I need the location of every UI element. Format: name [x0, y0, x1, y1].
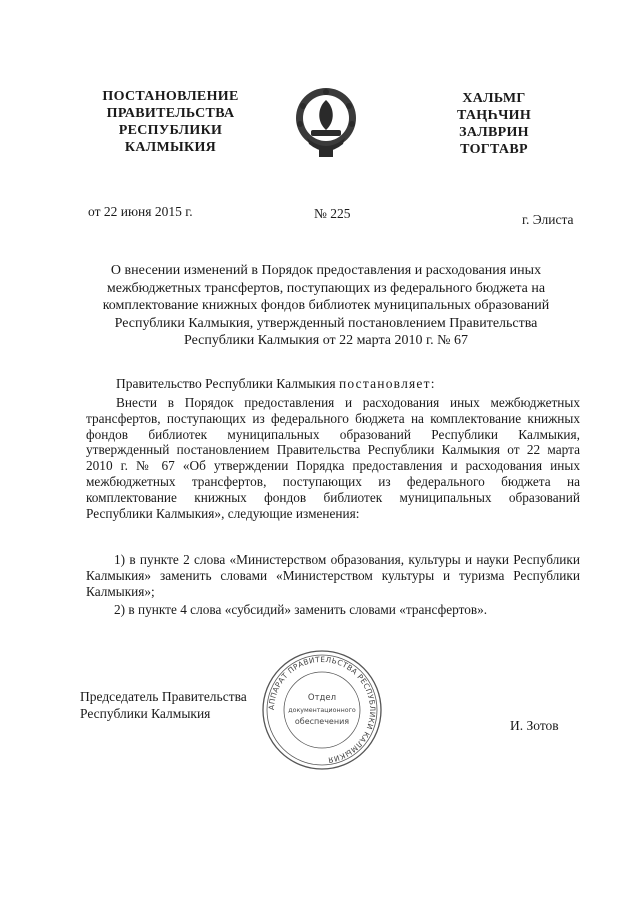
stamp-ring-text: АППАРАТ ПРАВИТЕЛЬСТВА РЕСПУБЛИКИ КАЛМЫКИЯ	[266, 654, 378, 765]
header-left-line: ПРАВИТЕЛЬСТВА	[106, 106, 235, 121]
stamp-inner-line-2: документационного	[288, 707, 356, 714]
intro-verb: постановляет:	[338, 376, 436, 391]
body-item-1: 1) в пункте 2 слова «Министерством образования, культуры и науки Республики Калмыкия» заменить словами «Министерством культуры и туризма Республики Калмыкия»;	[86, 552, 580, 599]
stamp-inner-line-3: обеспечения	[294, 717, 350, 726]
emblem-drawing	[289, 78, 363, 162]
header-right-line: ЗАЛВРИН	[459, 125, 529, 140]
document-number: № 225	[314, 206, 351, 221]
kalmykia-coat-of-arms-icon	[289, 78, 363, 162]
title-line: межбюджетных трансфертов, поступающих из федерального бюджета на	[106, 280, 546, 296]
document-title	[76, 262, 576, 350]
stamp-inner-line-1: Отдел	[307, 693, 337, 703]
signatory-name: И. Зотов	[510, 718, 559, 733]
stamp-drawing	[260, 648, 384, 772]
body-item-2: 2) в пункте 4 слова «субсидий» заменить словами «трансфертов».	[114, 602, 488, 617]
signatory-position-line-1: Председатель Правительства	[80, 689, 247, 704]
document-date: от 22 июня 2015 г.	[88, 204, 193, 219]
header-right-line: ХАЛЬМГ	[462, 91, 526, 106]
intro-text: Правительство Республики Калмыкия	[116, 376, 336, 391]
title-line: комплектование книжных фондов библиотек муниципальных образований	[102, 298, 550, 313]
official-stamp	[260, 648, 384, 772]
body-intro	[116, 376, 436, 392]
signatory-position	[80, 688, 247, 722]
header-left-line: КАЛМЫКИЯ	[124, 140, 217, 155]
body-main-paragraph: Внести в Порядок предоставления и расходования иных межбюджетных трансфертов, поступающих из федерального бюджета на комплектование книжных фондов библиотек муниципальных образований Республики Калмыкия, утвержденный постановлением Правительства Республики Калмыкия от 22 марта 2010 г. № 67 «Об утверждении Порядка предоставления и расходования иных межбюджетных трансфертов, поступающих из федерального бюджета на комплектование книжных фондов библиотек муниципальных образований Республики Калмыкия», следующие изменения:	[86, 395, 580, 521]
document-city: г. Элиста	[522, 212, 574, 227]
header-right-line: ТАҢҺЧИН	[456, 108, 532, 123]
header-left-line: РЕСПУБЛИКИ	[118, 123, 223, 138]
header-right-line: ТОГТАВР	[460, 142, 528, 157]
header-left-title	[88, 88, 253, 156]
header-left-line: ПОСТАНОВЛЕНИЕ	[102, 89, 239, 104]
signatory-position-line-2: Республики Калмыкия	[80, 706, 211, 721]
title-line: Республики Калмыкия, утвержденный постановлением Правительства	[114, 315, 538, 331]
title-line: Республики Калмыкия от 22 марта 2010 г. № 67	[184, 333, 468, 348]
title-line: О внесении изменений в Порядок предоставления и расходования иных	[110, 263, 542, 278]
header-right-title	[438, 90, 550, 158]
